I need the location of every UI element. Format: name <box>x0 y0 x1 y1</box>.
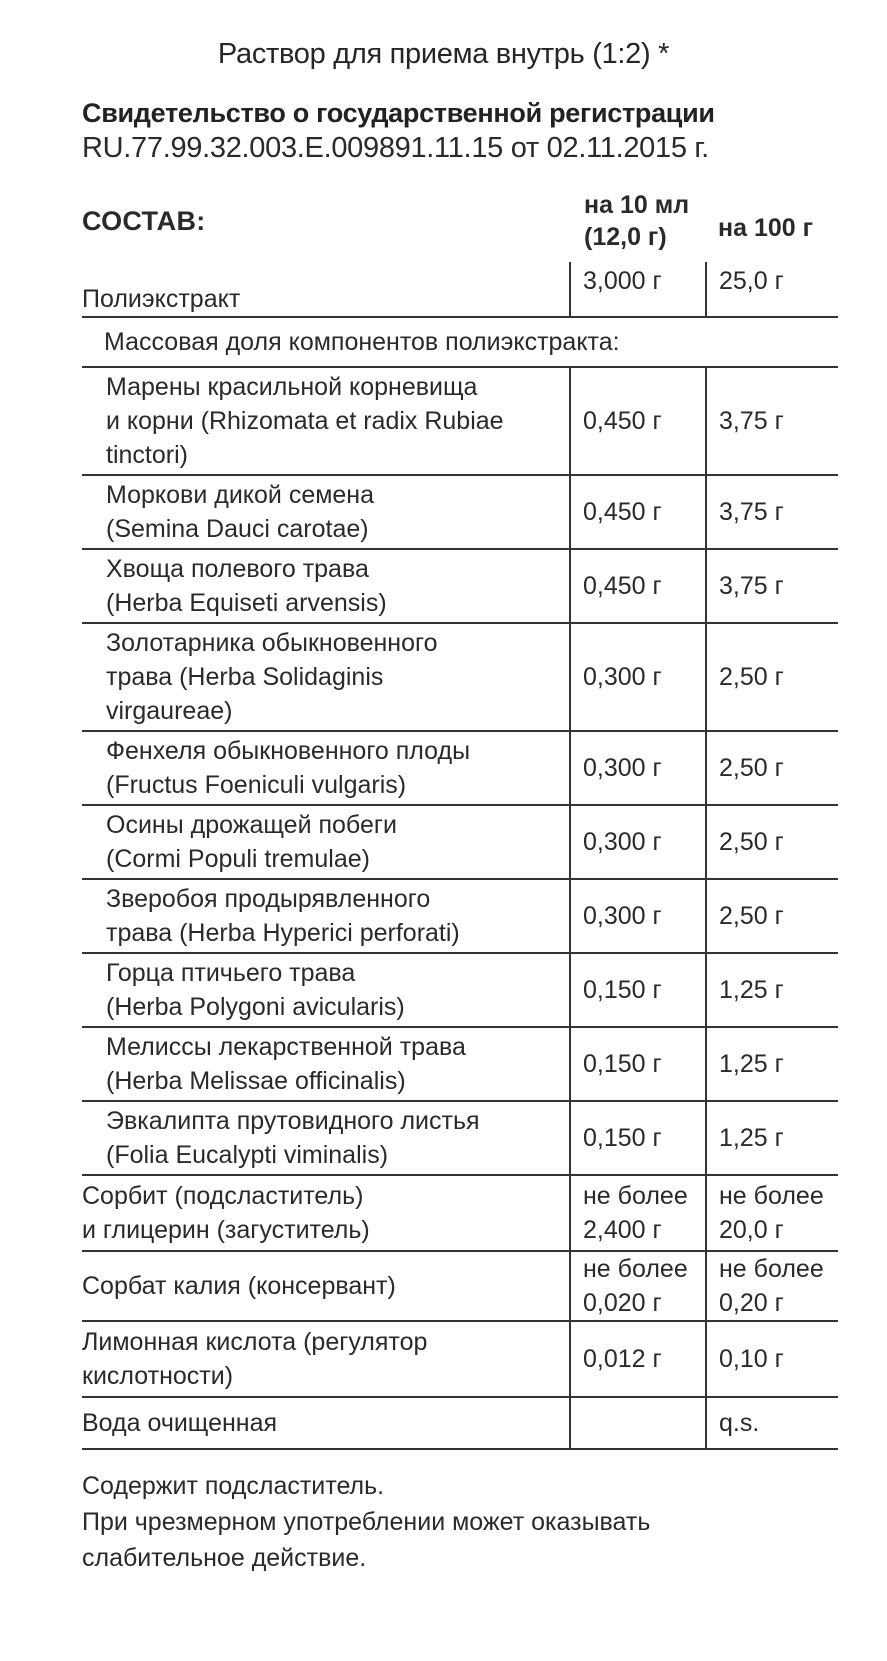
herb-name-line: (Herba Equiseti arvensis) <box>106 589 387 617</box>
herb-name-line: Моркови дикой семена <box>106 481 375 509</box>
ingredient-name-line: кислотности) <box>82 1362 234 1390</box>
herb-value-10ml: 0,150 г <box>570 953 706 1027</box>
value-line: не более <box>583 1255 688 1283</box>
ingredient-value-100g <box>706 1321 838 1397</box>
herb-name-line: (Semina Dauci carotae) <box>106 515 369 543</box>
page-title: Раствор для приема внутрь (1:2) * <box>217 38 670 70</box>
herb-value-10ml: 0,450 г <box>570 549 706 623</box>
herb-name-line: Хвоща полевого трава <box>106 555 369 583</box>
herb-value-10ml: 0,300 г <box>570 623 706 731</box>
water-value-10ml <box>570 1397 706 1449</box>
footer-note <box>82 1468 650 1576</box>
herb-name <box>82 879 570 953</box>
herb-row <box>82 1027 838 1101</box>
value-line: 0,012 г <box>583 1345 662 1373</box>
footer-line-1: Содержит подсластитель. <box>82 1472 385 1500</box>
value-line: 0,020 г <box>583 1289 662 1317</box>
herb-name <box>82 367 570 475</box>
herb-name <box>82 475 570 549</box>
value-line: 0,10 г <box>719 1345 784 1373</box>
ingredient-value-100g <box>706 1251 838 1321</box>
water-value-100g: q.s. <box>706 1397 838 1449</box>
herb-value-10ml: 0,300 г <box>570 879 706 953</box>
ingredient-name <box>82 1321 570 1397</box>
herb-name <box>82 549 570 623</box>
components-subheading: Массовая доля компонентов полиэкстракта: <box>82 317 838 367</box>
column-header-100g: на 100 г <box>718 214 814 242</box>
herb-value-10ml: 0,450 г <box>570 475 706 549</box>
herb-row <box>82 731 838 805</box>
herb-name-line: Золотарника обыкновенного <box>106 629 438 657</box>
herb-value-100g: 1,25 г <box>706 1101 838 1175</box>
herb-row <box>82 879 838 953</box>
herb-name <box>82 1101 570 1175</box>
ingredient-row <box>82 1251 838 1321</box>
value-line: не более <box>719 1255 824 1283</box>
herb-name-line: Фенхеля обыкновенного плоды <box>106 737 471 765</box>
herb-value-100g: 2,50 г <box>706 805 838 879</box>
ingredient-name-line: Лимонная кислота (регулятор <box>82 1328 428 1356</box>
value-line: 0,20 г <box>719 1289 784 1317</box>
value-line: 20,0 г <box>719 1216 784 1244</box>
herb-row <box>82 367 838 475</box>
herb-name-line: virgaureae) <box>106 697 233 725</box>
herb-name-line: Марены красильной корневища <box>106 373 478 401</box>
herb-name-line: Осины дрожащей побеги <box>106 811 397 839</box>
herb-name <box>82 623 570 731</box>
herb-name-line: Эвкалипта прутовидного листья <box>106 1107 480 1135</box>
column-header-10ml-line2: (12,0 г) <box>584 223 667 251</box>
herb-name-line: Мелиссы лекарственной трава <box>106 1033 466 1061</box>
ingredient-name-line: Сорбат калия (консервант) <box>82 1272 396 1300</box>
herb-value-100g: 2,50 г <box>706 879 838 953</box>
value-line: 2,400 г <box>583 1216 662 1244</box>
ingredient-value-10ml <box>570 1321 706 1397</box>
polyextract-value-100g: 25,0 г <box>706 262 838 317</box>
herb-value-100g: 2,50 г <box>706 731 838 805</box>
polyextract-name: Полиэкстракт <box>82 262 570 317</box>
ingredient-name-line: и глицерин (загуститель) <box>82 1216 370 1244</box>
value-line: не более <box>583 1182 688 1210</box>
water-name: Вода очищенная <box>82 1397 570 1449</box>
herb-value-100g: 3,75 г <box>706 475 838 549</box>
ingredient-value-100g <box>706 1175 838 1251</box>
ingredient-value-10ml <box>570 1175 706 1251</box>
column-header-10ml <box>570 180 706 262</box>
herb-name-line: (Fructus Foeniculi vulgaris) <box>106 771 407 799</box>
herb-value-100g: 2,50 г <box>706 623 838 731</box>
ingredient-name-line: Сорбит (подсластитель) <box>82 1182 364 1210</box>
ingredient-name <box>82 1251 570 1321</box>
column-header-10ml-line1: на 10 мл <box>584 191 690 219</box>
herb-name-line: трава (Herba Hyperici perforati) <box>106 919 460 947</box>
herb-name-line: (Herba Melissae officinalis) <box>106 1067 406 1095</box>
herb-name-line: tinctori) <box>106 441 188 469</box>
herb-value-10ml: 0,150 г <box>570 1101 706 1175</box>
herb-row <box>82 1101 838 1175</box>
herb-value-100g: 1,25 г <box>706 953 838 1027</box>
herb-name-line: и корни (Rhizomata et radix Rubiae <box>106 407 504 435</box>
ingredient-value-10ml <box>570 1251 706 1321</box>
herb-value-10ml: 0,150 г <box>570 1027 706 1101</box>
ingredient-row <box>82 1321 838 1397</box>
ingredient-row <box>82 1175 838 1251</box>
subheading-row <box>82 317 838 367</box>
ingredient-name <box>82 1175 570 1251</box>
certificate-number: RU.77.99.32.003.E.009891.11.15 от 02.11.2015 г. <box>82 132 709 164</box>
herb-name-line: (Folia Eucalypti viminalis) <box>106 1141 389 1169</box>
herb-value-10ml: 0,300 г <box>570 805 706 879</box>
herb-value-100g: 3,75 г <box>706 367 838 475</box>
herb-name <box>82 731 570 805</box>
herb-name-line: Зверобоя продырявленного <box>106 885 431 913</box>
herb-value-100g: 1,25 г <box>706 1027 838 1101</box>
value-line: не более <box>719 1182 824 1210</box>
herb-row <box>82 623 838 731</box>
herb-name <box>82 805 570 879</box>
herb-name <box>82 953 570 1027</box>
polyextract-row <box>82 262 838 317</box>
polyextract-value-10ml: 3,000 г <box>570 262 706 317</box>
herb-name-line: (Herba Polygoni avicularis) <box>106 993 405 1021</box>
herb-value-100g: 3,75 г <box>706 549 838 623</box>
footer-line-3: слабительное действие. <box>82 1544 367 1572</box>
herb-row <box>82 805 838 879</box>
composition-label: СОСТАВ: <box>82 206 206 236</box>
herb-row <box>82 953 838 1027</box>
herb-row <box>82 475 838 549</box>
composition-table <box>82 180 838 1450</box>
herb-value-10ml: 0,450 г <box>570 367 706 475</box>
herb-name-line: Горца птичьего трава <box>106 959 356 987</box>
herb-row <box>82 549 838 623</box>
water-row <box>82 1397 838 1449</box>
herb-value-10ml: 0,300 г <box>570 731 706 805</box>
table-header-row <box>82 180 838 262</box>
herb-name-line: трава (Herba Solidaginis <box>106 663 384 691</box>
footer-line-2: При чрезмерном употреблении может оказывать <box>82 1508 651 1536</box>
herb-name-line: (Cormi Populi tremulae) <box>106 845 370 873</box>
herb-name <box>82 1027 570 1101</box>
certificate-heading: Свидетельство о государственной регистрации <box>82 98 715 128</box>
